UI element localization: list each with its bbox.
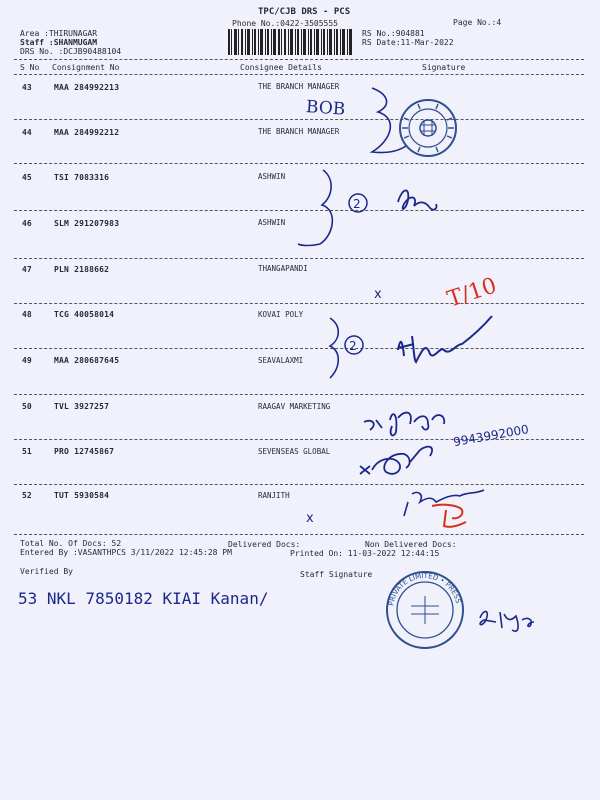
row-consignee: SEAVALAXMI	[258, 356, 304, 365]
row-divider	[14, 394, 584, 395]
row-consignee: RANJITH	[258, 491, 290, 500]
row-divider	[14, 439, 584, 440]
row-consignment: TUT 5930584	[54, 491, 110, 500]
column-consignment-no: Consignment No	[52, 63, 120, 72]
handwritten-t10: T/10	[444, 273, 500, 313]
row-divider	[14, 303, 584, 304]
handwritten-footer-note: 53 NKL 7850182 KIAI Kanan/	[18, 589, 269, 608]
row-consignment: PLN 2188662	[54, 265, 110, 274]
document-title: TPC/CJB DRS - PCS	[258, 7, 351, 17]
row-consignment: SLM 291207983	[54, 219, 120, 228]
header-divider-top	[14, 59, 584, 60]
printed-on: Printed On: 11-03-2022 12:44:15	[290, 549, 440, 558]
column-consignee-details: Consignee Details	[240, 63, 322, 72]
row-consignment: PRO 12745867	[54, 447, 115, 456]
entered-by: Entered By :VASANTHPCS 3/11/2022 12:45:28 PM	[20, 548, 232, 557]
row-sno: 47	[22, 265, 32, 274]
row-sno: 44	[22, 128, 32, 137]
row-divider	[14, 348, 584, 349]
brace-45-46	[298, 170, 332, 246]
phone-number: Phone No.:0422-3505555	[232, 19, 338, 28]
circle-2-icon	[345, 336, 363, 354]
row-consignee: SEVENSEAS GLOBAL	[258, 447, 331, 456]
verified-by-label: Verified By	[20, 567, 73, 576]
row-consignee: THE BRANCH MANAGER	[258, 127, 340, 136]
press-stamp	[387, 572, 463, 648]
row-consignee: ASHWIN	[258, 218, 286, 227]
header-divider-bottom	[14, 74, 584, 75]
row-sno: 52	[22, 491, 32, 500]
row-sno: 49	[22, 356, 32, 365]
rs-date: RS Date:11-Mar-2022	[362, 38, 454, 47]
total-docs: Total No. Of Docs: 52	[20, 539, 122, 548]
row-divider	[14, 119, 584, 120]
row-divider	[14, 258, 584, 259]
area-label: Area :THIRUNAGAR	[20, 29, 98, 38]
row-consignee: KOVAI POLY	[258, 310, 304, 319]
signature-ranjith	[404, 490, 484, 516]
delivered-docs: Delivered Docs:	[228, 540, 301, 549]
row-consignment: TSI 7083316	[54, 173, 110, 182]
row-consignment: MAA 284992212	[54, 128, 120, 137]
column-signature: Signature	[422, 63, 466, 72]
row-consignee: THANGAPANDI	[258, 264, 308, 273]
row-divider	[14, 484, 584, 485]
signature-raagav	[364, 413, 444, 436]
staff-label: Staff :SHANMUGAM	[20, 38, 98, 47]
row-consignment: TVL 3927257	[54, 402, 110, 411]
handwritten-phone: 9943992000	[452, 422, 530, 450]
signature-kovai	[398, 316, 492, 362]
brace-43-44	[372, 88, 406, 153]
row-consignee: THE BRANCH MANAGER	[258, 82, 340, 91]
svg-text:2: 2	[349, 339, 357, 353]
row-consignment: TCG 40058014	[54, 310, 115, 319]
row-divider	[14, 163, 584, 164]
column-sno: S No	[20, 63, 40, 72]
svg-text:2: 2	[353, 197, 361, 211]
row-divider	[14, 210, 584, 211]
page-number: Page No.:4	[453, 18, 502, 27]
stamp-red-52	[432, 505, 466, 527]
row-sno: 45	[22, 173, 32, 182]
barcode	[228, 29, 352, 55]
staff-signature-scribble	[480, 611, 534, 631]
rs-number: RS No.:904881	[362, 29, 425, 38]
row-sno: 43	[22, 83, 32, 92]
x-mark: x	[306, 511, 314, 526]
row-consignment: MAA 284992213	[54, 83, 120, 92]
row-consignee: ASHWIN	[258, 172, 286, 181]
row-consignment: MAA 280687645	[54, 356, 120, 365]
signature-sevenseas	[360, 447, 432, 474]
drs-number: DRS No. :DCJB90488104	[20, 47, 122, 56]
row-sno: 50	[22, 402, 32, 411]
handwritten-bob: BOB	[305, 97, 346, 120]
row-consignee: RAAGAV MARKETING	[258, 402, 331, 411]
row-sno: 48	[22, 310, 32, 319]
bank-stamp	[400, 100, 456, 156]
signature-ashwin	[398, 190, 437, 209]
row-sno: 51	[22, 447, 32, 456]
row-sno: 46	[22, 219, 32, 228]
staff-signature-label: Staff Signature	[300, 570, 373, 579]
non-delivered-docs: Non Delivered Docs:	[365, 540, 457, 549]
svg-text:PRIVATE LIMITED • PRESS: PRIVATE LIMITED • PRESS	[387, 571, 463, 607]
x-mark: x	[374, 287, 382, 302]
row-divider	[14, 534, 584, 535]
